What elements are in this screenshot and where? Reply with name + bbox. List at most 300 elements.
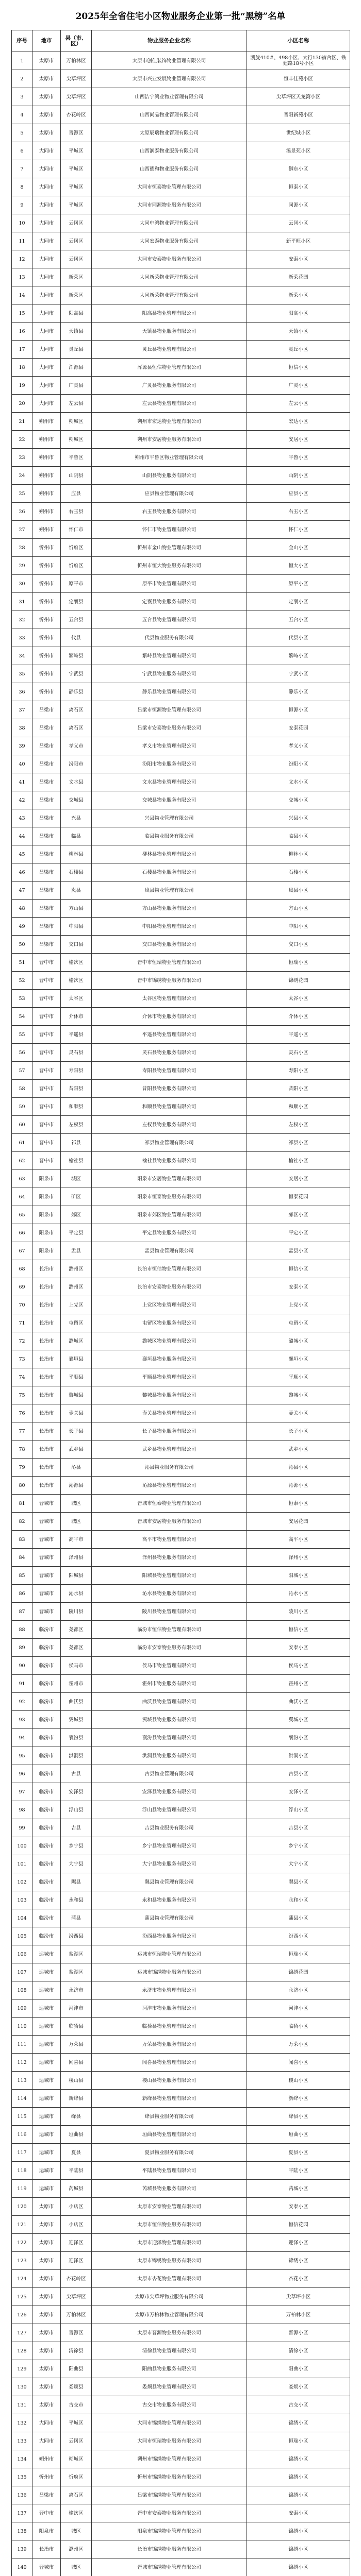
row-area: 灵丘小区 <box>247 341 350 359</box>
row-area: 汾阳小区 <box>247 755 350 773</box>
row-county: 昔阳县 <box>61 1080 92 1098</box>
row-county: 新荣区 <box>61 286 92 304</box>
row-city: 太原市 <box>32 88 61 106</box>
table-row <box>12 1152 350 1170</box>
row-company: 榆社县物业服务有限公司 <box>92 1152 247 1170</box>
row-number: 112 <box>12 2054 32 2072</box>
row-number: 3 <box>12 88 32 106</box>
row-area: 高平小区 <box>247 1531 350 1549</box>
row-county: 迎泽区 <box>61 2252 92 2270</box>
row-number: 20 <box>12 395 32 413</box>
row-county: 沁县 <box>61 1459 92 1477</box>
row-company: 吕梁市安泰物业服务有限公司 <box>92 719 247 737</box>
row-company: 孝义市物业管理有限公司 <box>92 737 247 755</box>
row-company: 兴县物业管理有限公司 <box>92 809 247 827</box>
row-city: 大同市 <box>32 395 61 413</box>
table-row <box>12 863 350 882</box>
row-area: 锦绣花园 <box>247 972 350 990</box>
row-county: 左云县 <box>61 395 92 413</box>
row-city: 阳泉市 <box>32 1224 61 1242</box>
row-area: 娄烦小区 <box>247 2378 350 2396</box>
row-number: 125 <box>12 2288 32 2306</box>
row-county: 潞州区 <box>61 1260 92 1278</box>
row-county: 翼城县 <box>61 1711 92 1729</box>
table-row <box>12 2180 350 2198</box>
row-city: 太原市 <box>32 52 61 70</box>
row-county: 垣曲县 <box>61 2126 92 2144</box>
row-county: 榆社县 <box>61 1152 92 1170</box>
row-city: 运城市 <box>32 2054 61 2072</box>
row-company: 乡宁县物业管理有限公司 <box>92 1837 247 1855</box>
table-row <box>12 1026 350 1044</box>
row-number: 17 <box>12 341 32 359</box>
row-company: 祁县物业管理有限公司 <box>92 1134 247 1152</box>
row-area: 尖草坪小区 <box>247 2288 350 2306</box>
row-number: 70 <box>12 1296 32 1314</box>
row-area: 盂县小区 <box>247 1242 350 1260</box>
table-row <box>12 52 350 70</box>
row-area: 安泰小区 <box>247 2198 350 2216</box>
row-area: 浮山小区 <box>247 1801 350 1819</box>
table-row <box>12 485 350 503</box>
row-county: 襄垣县 <box>61 1350 92 1368</box>
row-number: 131 <box>12 2396 32 2414</box>
row-county: 阳高县 <box>61 304 92 323</box>
row-company: 山西洁宁鸿业物业管理有限公司 <box>92 88 247 106</box>
row-area: 上党小区 <box>247 1296 350 1314</box>
table-row <box>12 791 350 809</box>
row-number: 44 <box>12 827 32 845</box>
row-company: 垣曲县物业管理有限公司 <box>92 2126 247 2144</box>
row-area: 临县小区 <box>247 827 350 845</box>
row-city: 长治市 <box>32 1404 61 1422</box>
row-county: 忻府区 <box>61 557 92 575</box>
row-area: 乡宁小区 <box>247 1837 350 1855</box>
table-row <box>12 918 350 936</box>
row-county: 泽州县 <box>61 1549 92 1567</box>
row-area: 祁县小区 <box>247 1134 350 1152</box>
table-row <box>12 1188 350 1206</box>
row-number: 120 <box>12 2198 32 2216</box>
row-city: 大同市 <box>32 2432 61 2450</box>
row-number: 77 <box>12 1422 32 1440</box>
row-company: 平顺县物业管理有限公司 <box>92 1368 247 1386</box>
row-city: 大同市 <box>32 268 61 286</box>
row-area: 万荣小区 <box>247 2036 350 2054</box>
row-city: 吕梁市 <box>32 773 61 791</box>
row-county: 岚县 <box>61 882 92 900</box>
row-company: 平陆县物业管理有限公司 <box>92 2162 247 2180</box>
row-area: 长子小区 <box>247 1422 350 1440</box>
row-county: 芮城县 <box>61 2180 92 2198</box>
row-number: 62 <box>12 1152 32 1170</box>
table-row <box>12 629 350 647</box>
row-county: 杏花岭区 <box>61 106 92 124</box>
row-company: 吉县物业服务有限公司 <box>92 1819 247 1837</box>
row-number: 127 <box>12 2324 32 2342</box>
row-county: 郊区 <box>61 1206 92 1224</box>
table-row <box>12 1134 350 1152</box>
table-row <box>12 2144 350 2162</box>
row-company: 忻州市金山物业管理有限公司 <box>92 539 247 557</box>
row-county: 盐湖区 <box>61 1945 92 1963</box>
table-row <box>12 1603 350 1621</box>
row-county: 尧都区 <box>61 1639 92 1657</box>
table-row <box>12 1783 350 1801</box>
row-company: 阳曲县物业服务有限公司 <box>92 2360 247 2378</box>
row-company: 长治市锦绣物业服务有限公司 <box>92 2540 247 2558</box>
row-number: 111 <box>12 2036 32 2054</box>
row-city: 长治市 <box>32 1422 61 1440</box>
row-company: 晋城市锦绣物业管理有限公司 <box>92 2558 247 2576</box>
row-area: 新荣花园 <box>247 268 350 286</box>
row-county: 曲沃县 <box>61 1693 92 1711</box>
row-county: 怀仁市 <box>61 521 92 539</box>
row-number: 119 <box>12 2180 32 2198</box>
row-county: 乡宁县 <box>61 1837 92 1855</box>
row-number: 101 <box>12 1855 32 1873</box>
table-row <box>12 1621 350 1639</box>
row-county: 榆次区 <box>61 972 92 990</box>
row-company: 高平市物业管理有限公司 <box>92 1531 247 1549</box>
row-county: 介休市 <box>61 1008 92 1026</box>
table-row <box>12 1765 350 1783</box>
row-area: 晋阳新苑小区 <box>247 106 350 124</box>
row-number: 98 <box>12 1801 32 1819</box>
row-city: 朔州市 <box>32 413 61 431</box>
table-row <box>12 1350 350 1368</box>
row-county: 盐湖区 <box>61 1963 92 1981</box>
row-number: 135 <box>12 2468 32 2486</box>
row-number: 1 <box>12 52 32 70</box>
row-number: 4 <box>12 106 32 124</box>
row-number: 73 <box>12 1350 32 1368</box>
row-number: 22 <box>12 431 32 449</box>
row-number: 18 <box>12 359 32 377</box>
row-city: 大同市 <box>32 304 61 323</box>
table-row <box>12 431 350 449</box>
row-area: 交城小区 <box>247 791 350 809</box>
row-number: 124 <box>12 2270 32 2288</box>
row-county: 和顺县 <box>61 1098 92 1116</box>
table-row <box>12 1044 350 1062</box>
row-county: 永和县 <box>61 1891 92 1909</box>
table-row <box>12 2288 350 2306</box>
table-row <box>12 2360 350 2378</box>
row-county: 离石区 <box>61 701 92 719</box>
row-area: 迎泽小区 <box>247 2234 350 2252</box>
row-city: 太原市 <box>32 2378 61 2396</box>
row-number: 106 <box>12 1945 32 1963</box>
row-number: 136 <box>12 2486 32 2504</box>
row-city: 临汾市 <box>32 1621 61 1639</box>
row-number: 21 <box>12 413 32 431</box>
row-county: 隰县 <box>61 1873 92 1891</box>
row-company: 太原市杏花物业管理有限公司 <box>92 2270 247 2288</box>
table-row <box>12 2324 350 2342</box>
row-number: 92 <box>12 1693 32 1711</box>
table-row <box>12 232 350 250</box>
table-row <box>12 1422 350 1440</box>
row-area: 闻喜小区 <box>247 2054 350 2072</box>
row-number: 55 <box>12 1026 32 1044</box>
row-company: 芮城县物业服务有限公司 <box>92 2180 247 2198</box>
row-number: 80 <box>12 1477 32 1495</box>
row-company: 霍州市物业服务有限公司 <box>92 1675 247 1693</box>
row-company: 右玉县物业服务有限公司 <box>92 503 247 521</box>
row-number: 94 <box>12 1729 32 1747</box>
table-row <box>12 1981 350 1999</box>
row-area: 阳曲小区 <box>247 2360 350 2378</box>
row-county: 尖草坪区 <box>61 88 92 106</box>
row-number: 14 <box>12 286 32 304</box>
row-area: 宏达小区 <box>247 413 350 431</box>
row-county: 万柏林区 <box>61 2306 92 2324</box>
row-number: 8 <box>12 178 32 196</box>
row-city: 大同市 <box>32 323 61 341</box>
row-company: 临汾市安泰物业服务有限公司 <box>92 1639 247 1657</box>
row-city: 晋中市 <box>32 2504 61 2522</box>
table-body <box>12 52 350 2576</box>
row-city: 朔州市 <box>32 467 61 485</box>
row-county: 城区 <box>61 2558 92 2576</box>
row-area: 同源小区 <box>247 196 350 214</box>
row-county: 云冈区 <box>61 250 92 268</box>
row-city: 大同市 <box>32 214 61 232</box>
row-company: 灵丘县物业管理有限公司 <box>92 341 247 359</box>
row-county: 山阴县 <box>61 467 92 485</box>
row-area: 云冈小区 <box>247 214 350 232</box>
row-county: 右玉县 <box>61 503 92 521</box>
row-county: 尖草坪区 <box>61 2288 92 2306</box>
row-number: 108 <box>12 1981 32 1999</box>
row-county: 平鲁区 <box>61 449 92 467</box>
table-row <box>12 1567 350 1585</box>
row-city: 大同市 <box>32 196 61 214</box>
row-county: 杏花岭区 <box>61 2270 92 2288</box>
row-area: 御东小区 <box>247 160 350 178</box>
row-city: 忻州市 <box>32 593 61 611</box>
row-city: 临汾市 <box>32 1909 61 1927</box>
row-city: 晋中市 <box>32 1062 61 1080</box>
row-company: 大同宏泰物业服务有限公司 <box>92 232 247 250</box>
row-number: 45 <box>12 845 32 863</box>
row-number: 102 <box>12 1873 32 1891</box>
row-company: 大同市锦绣物业管理有限公司 <box>92 2414 247 2432</box>
row-county: 天镇县 <box>61 323 92 341</box>
table-row <box>12 1945 350 1963</box>
table-row <box>12 1296 350 1314</box>
row-city: 阳泉市 <box>32 1188 61 1206</box>
row-number: 84 <box>12 1549 32 1567</box>
table-row <box>12 755 350 773</box>
row-area: 安居小区 <box>247 1170 350 1188</box>
row-city: 吕梁市 <box>32 882 61 900</box>
row-area: 石楼小区 <box>247 863 350 882</box>
row-company: 汾阳市物业服务有限公司 <box>92 755 247 773</box>
row-area: 侯马小区 <box>247 1657 350 1675</box>
row-company: 运城市恒瑞物业管理有限公司 <box>92 1945 247 1963</box>
row-number: 110 <box>12 2018 32 2036</box>
row-number: 71 <box>12 1314 32 1332</box>
row-number: 116 <box>12 2126 32 2144</box>
row-number: 65 <box>12 1206 32 1224</box>
row-number: 35 <box>12 665 32 683</box>
row-county: 河津市 <box>61 1999 92 2018</box>
row-company: 泽州县物业服务有限公司 <box>92 1549 247 1567</box>
table-row <box>12 359 350 377</box>
table-row <box>12 2162 350 2180</box>
row-number: 122 <box>12 2234 32 2252</box>
row-city: 朔州市 <box>32 521 61 539</box>
row-company: 山西德和物业服务有限公司 <box>92 160 247 178</box>
row-company: 山西润泰物业服务有限公司 <box>92 142 247 160</box>
table-row <box>12 1495 350 1513</box>
row-area: 岚县小区 <box>247 882 350 900</box>
row-city: 吕梁市 <box>32 900 61 918</box>
row-number: 88 <box>12 1621 32 1639</box>
row-county: 离石区 <box>61 719 92 737</box>
row-area: 曲沃小区 <box>247 1693 350 1711</box>
table-row <box>12 1549 350 1567</box>
row-company: 稷山县物业服务有限公司 <box>92 2072 247 2090</box>
table-row <box>12 142 350 160</box>
row-company: 左云县物业管理有限公司 <box>92 395 247 413</box>
row-city: 临汾市 <box>32 1639 61 1657</box>
row-company: 侯马市物业管理有限公司 <box>92 1657 247 1675</box>
row-number: 118 <box>12 2162 32 2180</box>
table-row <box>12 178 350 196</box>
row-number: 64 <box>12 1188 32 1206</box>
row-city: 临汾市 <box>32 1711 61 1729</box>
row-area: 安泰小区 <box>247 250 350 268</box>
row-area: 河津小区 <box>247 1999 350 2018</box>
row-company: 临汾市恒信物业管理有限公司 <box>92 1621 247 1639</box>
row-county: 孝义市 <box>61 737 92 755</box>
table-row <box>12 593 350 611</box>
table-row <box>12 737 350 755</box>
row-area: 新荣小区 <box>247 286 350 304</box>
row-county: 娄烦县 <box>61 2378 92 2396</box>
row-city: 太原市 <box>32 2216 61 2234</box>
table-row <box>12 1170 350 1188</box>
row-company: 浮山县物业管理有限公司 <box>92 1801 247 1819</box>
row-county: 定襄县 <box>61 593 92 611</box>
row-city: 长治市 <box>32 1314 61 1332</box>
row-county: 晋源区 <box>61 2324 92 2342</box>
table-row <box>12 1675 350 1693</box>
row-area: 锦绣小区 <box>247 2486 350 2504</box>
row-city: 吕梁市 <box>32 755 61 773</box>
row-area: 永和小区 <box>247 1891 350 1909</box>
row-number: 7 <box>12 160 32 178</box>
row-city: 长治市 <box>32 1440 61 1459</box>
row-area: 万柏林小区 <box>247 2306 350 2324</box>
row-company: 平定县物业服务有限公司 <box>92 1224 247 1242</box>
row-number: 58 <box>12 1080 32 1098</box>
row-area: 锦绣小区 <box>247 2252 350 2270</box>
row-county: 小店区 <box>61 2198 92 2216</box>
row-county: 长子县 <box>61 1422 92 1440</box>
row-city: 临汾市 <box>32 1855 61 1873</box>
row-city: 运城市 <box>32 2036 61 2054</box>
table-row <box>12 1801 350 1819</box>
row-city: 吕梁市 <box>32 918 61 936</box>
row-company: 柳林县物业管理有限公司 <box>92 845 247 863</box>
row-company: 夏县物业服务有限公司 <box>92 2144 247 2162</box>
row-number: 24 <box>12 467 32 485</box>
row-company: 阳泉市恒泰物业服务有限公司 <box>92 1188 247 1206</box>
row-area: 清徐小区 <box>247 2342 350 2360</box>
row-city: 长治市 <box>32 1278 61 1296</box>
table-row <box>12 70 350 88</box>
row-county: 侯马市 <box>61 1657 92 1675</box>
row-company: 太谷区物业管理有限公司 <box>92 990 247 1008</box>
table-row <box>12 449 350 467</box>
row-area: 安泽小区 <box>247 1783 350 1801</box>
row-city: 大同市 <box>32 250 61 268</box>
row-city: 临汾市 <box>32 1693 61 1711</box>
row-number: 123 <box>12 2252 32 2270</box>
row-number: 113 <box>12 2072 32 2090</box>
row-number: 137 <box>12 2504 32 2522</box>
row-company: 晋城市安居物业服务有限公司 <box>92 1513 247 1531</box>
row-company: 朔州市安居物业服务有限公司 <box>92 431 247 449</box>
row-city: 太原市 <box>32 2270 61 2288</box>
table-row <box>12 1206 350 1224</box>
row-area: 洪洞小区 <box>247 1747 350 1765</box>
row-city: 忻州市 <box>32 539 61 557</box>
row-city: 临汾市 <box>32 1801 61 1819</box>
table-row <box>12 1260 350 1278</box>
row-number: 36 <box>12 683 32 701</box>
table-row <box>12 1657 350 1675</box>
row-city: 长治市 <box>32 1477 61 1495</box>
row-county: 汾西县 <box>61 1927 92 1945</box>
table-row <box>12 250 350 268</box>
row-county: 浮山县 <box>61 1801 92 1819</box>
row-county: 离石区 <box>61 2486 92 2504</box>
row-area: 中阳小区 <box>247 918 350 936</box>
row-number: 83 <box>12 1531 32 1549</box>
row-company: 浑源县恒信物业管理有限公司 <box>92 359 247 377</box>
row-company: 古交市物业服务有限公司 <box>92 2396 247 2414</box>
row-number: 85 <box>12 1567 32 1585</box>
table-row <box>12 1098 350 1116</box>
row-area: 锦绣小区 <box>247 2468 350 2486</box>
row-number: 76 <box>12 1404 32 1422</box>
row-city: 忻州市 <box>32 557 61 575</box>
row-number: 43 <box>12 809 32 827</box>
row-number: 89 <box>12 1639 32 1657</box>
row-city: 长治市 <box>32 2540 61 2558</box>
row-area: 宁武小区 <box>247 665 350 683</box>
header-row <box>12 30 350 52</box>
row-company: 阳高县物业管理有限公司 <box>92 304 247 323</box>
row-city: 晋中市 <box>32 1008 61 1026</box>
table-row <box>12 395 350 413</box>
table-row <box>12 1891 350 1909</box>
row-county: 沁水县 <box>61 1585 92 1603</box>
table-row <box>12 286 350 304</box>
row-city: 大同市 <box>32 377 61 395</box>
row-city: 太原市 <box>32 2234 61 2252</box>
row-number: 100 <box>12 1837 32 1855</box>
row-area: 郊区小区 <box>247 1206 350 1224</box>
row-county: 绛县 <box>61 2108 92 2126</box>
row-city: 忻州市 <box>32 611 61 629</box>
row-company: 大同中鸿物业管理有限公司 <box>92 214 247 232</box>
